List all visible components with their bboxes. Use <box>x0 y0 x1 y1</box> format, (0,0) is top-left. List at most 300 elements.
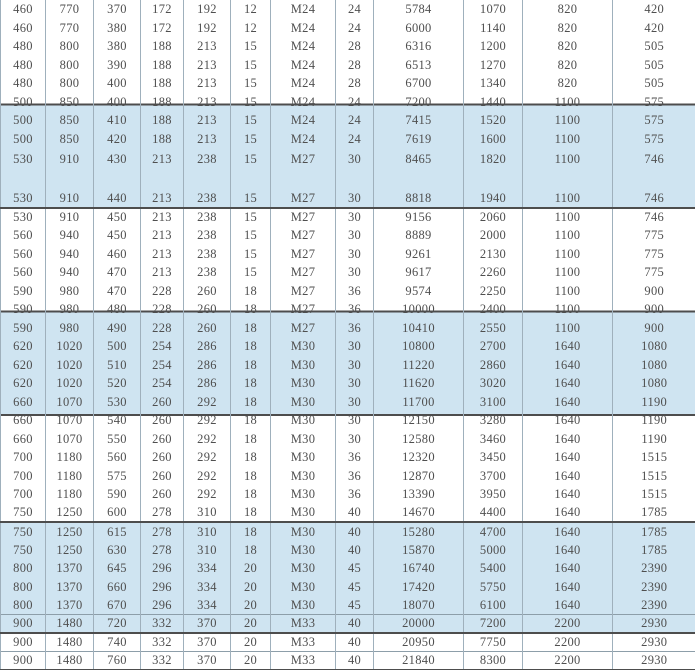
table-cell: 1640 <box>523 578 613 597</box>
table-row <box>1 263 695 282</box>
table-cell: 40 <box>336 615 374 634</box>
table-cell: 228 <box>141 282 184 301</box>
table-cell: 11620 <box>374 374 464 393</box>
table-row <box>1 411 695 430</box>
table-cell: 7619 <box>374 130 464 149</box>
table-cell: 1100 <box>523 300 613 319</box>
table-cell: 1100 <box>523 226 613 245</box>
table-cell: 24 <box>336 93 374 112</box>
table-cell: M24 <box>271 37 336 56</box>
table-cell: 213 <box>184 37 231 56</box>
table-row <box>1 148 695 189</box>
table-cell: 213 <box>184 111 231 130</box>
table-cell: 1180 <box>46 485 94 504</box>
table-cell: 15 <box>231 74 271 93</box>
table-row <box>1 300 695 319</box>
table-cell: M30 <box>271 337 336 356</box>
table-row <box>1 578 695 597</box>
table-cell: 18 <box>231 485 271 504</box>
table-row <box>1 633 695 652</box>
table-cell: M27 <box>271 245 336 264</box>
table-cell: 45 <box>336 559 374 578</box>
table-cell: 213 <box>184 56 231 75</box>
table-cell: 310 <box>184 522 231 541</box>
table-cell: 1640 <box>523 393 613 412</box>
table-cell: 20 <box>231 652 271 670</box>
table-cell: 910 <box>46 189 94 208</box>
table-cell: 2260 <box>464 263 523 282</box>
table-row <box>1 448 695 467</box>
table-cell: 18 <box>231 522 271 541</box>
table-cell: 480 <box>1 56 46 75</box>
table-cell: M27 <box>271 226 336 245</box>
table-cell: 1020 <box>46 356 94 375</box>
table-cell: 820 <box>523 56 613 75</box>
table-cell: 1480 <box>46 652 94 670</box>
table-cell: M24 <box>271 74 336 93</box>
table-cell: 700 <box>1 448 46 467</box>
table-cell: M30 <box>271 374 336 393</box>
table-cell: 238 <box>184 263 231 282</box>
table-cell: 2400 <box>464 300 523 319</box>
table-cell: 15870 <box>374 541 464 560</box>
table-cell: 260 <box>184 282 231 301</box>
table-cell: 9156 <box>374 208 464 227</box>
table-cell: 30 <box>336 356 374 375</box>
table-cell: 505 <box>644 57 665 72</box>
table-cell: 3950 <box>464 485 523 504</box>
table-cell: 500 <box>1 111 46 130</box>
table-cell: 30 <box>336 430 374 449</box>
table-cell: 420 <box>94 130 141 149</box>
table-cell: 18 <box>231 448 271 467</box>
table-cell: 30 <box>336 148 374 189</box>
table-cell: 450 <box>94 208 141 227</box>
table-cell: 1070 <box>46 411 94 430</box>
table-cell: 1640 <box>523 559 613 578</box>
table-cell: 8300 <box>464 652 523 670</box>
table-cell: 3020 <box>464 374 523 393</box>
table-cell: 1100 <box>523 319 613 338</box>
table-cell: 20 <box>231 578 271 597</box>
table-cell: 20 <box>231 615 271 634</box>
table-cell: 2060 <box>464 208 523 227</box>
table-cell: 850 <box>46 93 94 112</box>
table-cell: 1515 <box>641 468 668 483</box>
table-cell: 238 <box>184 189 231 208</box>
table-cell: 12 <box>231 19 271 38</box>
table-cell: 15 <box>231 263 271 282</box>
table-row <box>1 615 695 634</box>
table-cell: 1340 <box>464 74 523 93</box>
table-cell: 460 <box>1 0 46 19</box>
table-cell: 1100 <box>523 208 613 227</box>
table-cell: 505 <box>644 39 665 53</box>
table-cell: 278 <box>141 541 184 560</box>
table-cell: 18 <box>231 300 271 319</box>
table-cell: 36 <box>336 300 374 319</box>
table-cell: 775 <box>644 246 665 261</box>
table-cell: 480 <box>1 74 46 93</box>
table-cell: 192 <box>184 0 231 19</box>
table-cell: 800 <box>1 596 46 615</box>
table-cell: 560 <box>94 448 141 467</box>
table-cell: 24 <box>336 111 374 130</box>
table-cell: 1600 <box>464 130 523 149</box>
table-cell: 36 <box>336 319 374 338</box>
table-cell: 1820 <box>464 148 523 189</box>
table-cell: 370 <box>94 0 141 19</box>
table-cell: 16740 <box>374 559 464 578</box>
table-cell: 1190 <box>613 411 695 430</box>
table-cell: 1520 <box>464 111 523 130</box>
table-cell: 20 <box>231 596 271 615</box>
table-cell: 2250 <box>464 282 523 301</box>
table-cell: 20000 <box>374 615 464 634</box>
table-cell: 18 <box>231 393 271 412</box>
table-cell: 6513 <box>374 56 464 75</box>
table-cell: 1100 <box>523 130 613 149</box>
table-cell: 2930 <box>641 635 668 650</box>
table-cell: 286 <box>184 337 231 356</box>
table-cell: 1190 <box>613 393 695 412</box>
table-cell: 2930 <box>613 652 695 670</box>
table-row <box>1 0 695 19</box>
table-cell: 2000 <box>464 226 523 245</box>
table-cell: 560 <box>1 226 46 245</box>
table-cell: 575 <box>94 467 141 486</box>
table-cell: 20 <box>231 559 271 578</box>
table-cell: 500 <box>94 337 141 356</box>
table-cell: 5400 <box>464 559 523 578</box>
table-cell: 746 <box>613 148 695 189</box>
table-cell: 615 <box>94 522 141 541</box>
table-cell: M27 <box>271 208 336 227</box>
table-cell: 310 <box>184 504 231 523</box>
table-cell: 10410 <box>374 319 464 338</box>
table-cell: 450 <box>94 226 141 245</box>
table-cell: 3100 <box>464 393 523 412</box>
table-cell: 18 <box>231 504 271 523</box>
table-cell: 590 <box>1 300 46 319</box>
table-cell: 530 <box>1 148 46 189</box>
table-cell: 775 <box>644 228 665 242</box>
table-row <box>1 337 695 356</box>
table-cell: 5000 <box>464 541 523 560</box>
table-cell: 620 <box>1 356 46 375</box>
table-row <box>1 504 695 523</box>
table-cell: 575 <box>613 111 695 130</box>
table-cell: 1940 <box>464 189 523 208</box>
table-cell: 910 <box>46 148 94 189</box>
table-row <box>1 19 695 38</box>
table-cell: 334 <box>184 559 231 578</box>
table-cell: 2930 <box>613 615 695 634</box>
table-cell: 213 <box>141 148 184 189</box>
table-cell: 1480 <box>46 615 94 634</box>
table-cell: 8889 <box>374 226 464 245</box>
table-cell: 18 <box>231 541 271 560</box>
table-cell: 296 <box>141 559 184 578</box>
table-cell: 11220 <box>374 356 464 375</box>
table-cell: 12150 <box>374 411 464 430</box>
table-cell: 1080 <box>613 337 695 356</box>
table-cell: 1640 <box>523 430 613 449</box>
table-cell: 292 <box>184 411 231 430</box>
table-cell: 9574 <box>374 282 464 301</box>
table-cell: 820 <box>523 74 613 93</box>
table-cell: 1250 <box>46 541 94 560</box>
table-cell: 940 <box>46 245 94 264</box>
table-cell: 24 <box>336 130 374 149</box>
table-cell: 228 <box>141 300 184 319</box>
table-cell: 40 <box>336 504 374 523</box>
table-cell: M30 <box>271 578 336 597</box>
table-cell: 2390 <box>613 596 695 615</box>
table-cell: 12 <box>231 0 271 19</box>
table-cell: 1070 <box>464 0 523 19</box>
table-cell: 1070 <box>46 393 94 412</box>
table-cell: M27 <box>271 300 336 319</box>
table-cell: 18 <box>231 430 271 449</box>
table-cell: 15 <box>231 37 271 56</box>
table-cell: 213 <box>184 74 231 93</box>
table-cell: 5784 <box>374 0 464 19</box>
table-cell: 15 <box>231 93 271 112</box>
table-cell: 2130 <box>464 245 523 264</box>
table-row <box>1 111 695 130</box>
table-cell: M33 <box>271 652 336 670</box>
table-cell: 940 <box>46 226 94 245</box>
table-cell: 20950 <box>374 633 464 652</box>
table-cell: 260 <box>141 485 184 504</box>
table-cell: 770 <box>46 0 94 19</box>
table-cell: 620 <box>1 374 46 393</box>
table-cell: 750 <box>1 504 46 523</box>
table-cell: 213 <box>141 208 184 227</box>
table-cell: 520 <box>94 374 141 393</box>
table-row <box>1 208 695 227</box>
table-cell: 620 <box>1 337 46 356</box>
table-cell: 334 <box>184 578 231 597</box>
table-cell: 1180 <box>46 448 94 467</box>
table-cell: 1100 <box>523 111 613 130</box>
table-cell: 15 <box>231 130 271 149</box>
table-cell: M24 <box>271 56 336 75</box>
table-cell: 420 <box>644 20 665 35</box>
table-cell: 260 <box>141 467 184 486</box>
table-cell: 590 <box>1 319 46 338</box>
table-row <box>1 226 695 245</box>
table-cell: 800 <box>46 56 94 75</box>
table-cell: 310 <box>184 541 231 560</box>
table-cell: 670 <box>94 596 141 615</box>
table-cell: 900 <box>1 652 46 670</box>
table-cell: 260 <box>141 430 184 449</box>
table-cell: 332 <box>141 633 184 652</box>
table-cell: 630 <box>94 541 141 560</box>
table-cell: 28 <box>336 37 374 56</box>
table-cell: 1020 <box>46 374 94 393</box>
table-cell: 8818 <box>374 189 464 208</box>
table-cell: 213 <box>141 263 184 282</box>
table-cell: 40 <box>336 633 374 652</box>
table-cell: 1100 <box>523 189 613 208</box>
table-cell: 296 <box>141 578 184 597</box>
table-cell: 800 <box>46 74 94 93</box>
table-cell: 1785 <box>641 505 668 519</box>
table-cell: 1640 <box>523 485 613 504</box>
table-cell: 820 <box>523 0 613 19</box>
table-cell: 1370 <box>46 559 94 578</box>
table-cell: 750 <box>1 522 46 541</box>
table-cell: M24 <box>271 111 336 130</box>
table-cell: 30 <box>336 263 374 282</box>
table-row <box>1 93 695 112</box>
table-cell: 13390 <box>374 485 464 504</box>
table-cell: 30 <box>336 374 374 393</box>
table-cell: 800 <box>46 37 94 56</box>
table-cell: 3280 <box>464 411 523 430</box>
table-row <box>1 485 695 504</box>
table-cell: 172 <box>141 19 184 38</box>
table-cell: 720 <box>94 615 141 634</box>
table-cell: 1250 <box>46 504 94 523</box>
table-cell: 36 <box>336 485 374 504</box>
table-cell: 18 <box>231 337 271 356</box>
table-cell: 15280 <box>374 522 464 541</box>
table-cell: 1100 <box>523 245 613 264</box>
table-cell: 2200 <box>523 633 613 652</box>
table-body <box>1 0 695 670</box>
table-cell: 18 <box>231 467 271 486</box>
table-row <box>1 282 695 301</box>
table-cell: 1070 <box>46 430 94 449</box>
table-cell: 10000 <box>374 300 464 319</box>
table-cell: 800 <box>1 559 46 578</box>
table-row <box>1 393 695 412</box>
table-cell: M30 <box>271 356 336 375</box>
table-cell: 213 <box>141 245 184 264</box>
table-cell: 296 <box>141 596 184 615</box>
table-cell: 238 <box>184 245 231 264</box>
table-cell: 1140 <box>464 19 523 38</box>
table-cell: 490 <box>94 319 141 338</box>
table-cell: 980 <box>46 319 94 338</box>
table-cell: 254 <box>141 356 184 375</box>
table-cell: 2390 <box>613 559 695 578</box>
table-cell: 192 <box>184 19 231 38</box>
table-cell: 560 <box>1 245 46 264</box>
table-cell: 21840 <box>374 652 464 670</box>
table-cell: M30 <box>271 596 336 615</box>
table-cell: 8465 <box>374 148 464 189</box>
table-cell: 470 <box>94 282 141 301</box>
table-cell: 550 <box>94 430 141 449</box>
table-cell: M27 <box>271 263 336 282</box>
table-cell: 770 <box>46 19 94 38</box>
table-cell: 1100 <box>523 148 613 189</box>
table-cell: 238 <box>184 226 231 245</box>
table-cell: 2550 <box>464 319 523 338</box>
table-cell: 292 <box>184 448 231 467</box>
table-cell: 188 <box>141 37 184 56</box>
table-cell: M27 <box>271 319 336 338</box>
table-cell: 30 <box>336 245 374 264</box>
table-cell: 500 <box>1 93 46 112</box>
table-cell: 228 <box>141 319 184 338</box>
table-cell: 900 <box>613 319 695 338</box>
table-cell: 400 <box>94 74 141 93</box>
table-cell: 18 <box>231 411 271 430</box>
table-cell: 15 <box>231 226 271 245</box>
table-cell: 188 <box>141 111 184 130</box>
table-cell: 260 <box>184 300 231 319</box>
table-cell: 440 <box>94 189 141 208</box>
table-cell: 40 <box>336 522 374 541</box>
table-cell: 28 <box>336 56 374 75</box>
table-cell: 18 <box>231 356 271 375</box>
table-cell: 1640 <box>523 596 613 615</box>
table-cell: 1640 <box>523 411 613 430</box>
table-cell: M30 <box>271 430 336 449</box>
table-row <box>1 74 695 93</box>
table-cell: 1440 <box>464 93 523 112</box>
table-cell: 15 <box>231 245 271 264</box>
table-cell: 590 <box>94 485 141 504</box>
table-cell: M24 <box>271 0 336 19</box>
table-cell: 740 <box>94 633 141 652</box>
table-cell: 1100 <box>523 282 613 301</box>
table-cell: 590 <box>1 282 46 301</box>
table-cell: 700 <box>1 485 46 504</box>
table-cell: 7750 <box>464 633 523 652</box>
table-cell: 30 <box>336 189 374 208</box>
table-cell: 1190 <box>641 431 668 446</box>
table-cell: 6316 <box>374 37 464 56</box>
table-cell: 750 <box>1 541 46 560</box>
table-cell: 700 <box>1 467 46 486</box>
table-cell: 6700 <box>374 74 464 93</box>
table-row <box>1 356 695 375</box>
table-cell: 292 <box>184 467 231 486</box>
table-cell: 292 <box>184 430 231 449</box>
table-cell: 28 <box>336 74 374 93</box>
table-cell: 1640 <box>523 467 613 486</box>
table-cell: M30 <box>271 522 336 541</box>
table-cell: M24 <box>271 19 336 38</box>
table-cell: M30 <box>271 393 336 412</box>
table-cell: 1515 <box>641 487 668 501</box>
table-cell: 1785 <box>613 522 695 541</box>
table-cell: 3460 <box>464 430 523 449</box>
table-cell: 2860 <box>464 356 523 375</box>
table-cell: 760 <box>94 652 141 670</box>
table-cell: 7415 <box>374 111 464 130</box>
table-cell: 1250 <box>46 522 94 541</box>
table-cell: 18 <box>231 374 271 393</box>
table-cell: 11700 <box>374 393 464 412</box>
table-cell: 15 <box>231 111 271 130</box>
table-cell: 238 <box>184 148 231 189</box>
table-cell: 660 <box>1 411 46 430</box>
table-cell: 188 <box>141 74 184 93</box>
table-cell: 800 <box>1 578 46 597</box>
table-cell: 410 <box>94 111 141 130</box>
table-cell: 278 <box>141 522 184 541</box>
table-cell: 30 <box>336 393 374 412</box>
table-row <box>1 56 695 75</box>
